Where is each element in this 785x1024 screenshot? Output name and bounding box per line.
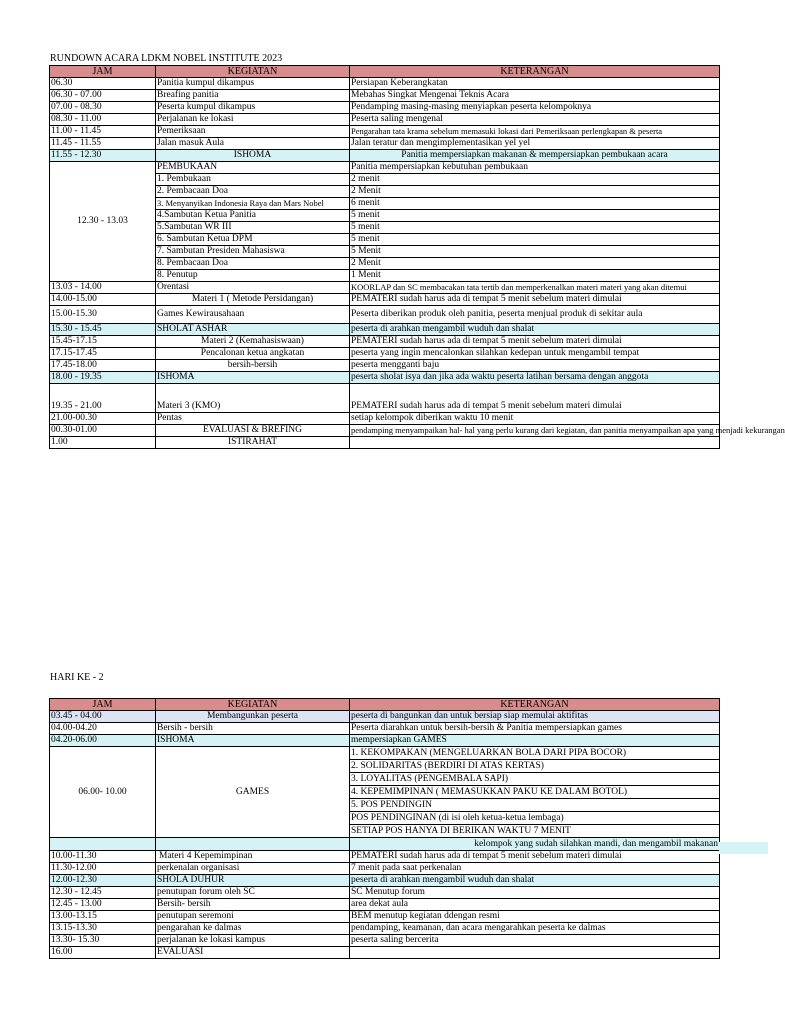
- kegiatan-cell: penutupan forum oleh SC: [156, 887, 350, 899]
- keterangan-cell: Mebahas Singkat Mengenai Teknis Acara: [350, 90, 720, 102]
- jam-cell: 03.45 - 04.00: [50, 711, 156, 723]
- keterangan-cell: 6 menit: [350, 198, 720, 210]
- jam-cell: 18.00 - 19.35: [50, 372, 156, 384]
- jam-cell: 06.30 - 07.00: [50, 90, 156, 102]
- keterangan-cell: 2 Menit: [350, 186, 720, 198]
- jam-cell: 10.00-11.30: [50, 851, 156, 863]
- kegiatan-cell: 1. Pembukaan: [156, 174, 350, 186]
- header-kegiatan: KEGIATAN: [156, 699, 350, 711]
- jam-cell: 13.03 - 14.00: [50, 282, 156, 294]
- table-row: [50, 114, 720, 126]
- jam-cell: 15.45-17.15: [50, 336, 156, 348]
- kegiatan-cell: SHOLAT ASHAR: [156, 324, 350, 336]
- table-header-row: [50, 699, 720, 711]
- table-row: [50, 306, 720, 324]
- kegiatan-cell: Jalan masuk Aula: [156, 138, 350, 150]
- kegiatan-cell: 5.Sambutan WR III: [156, 222, 350, 234]
- keterangan-cell: peserta yang ingin mencalonkan silahkan kedepan untuk mengambil tempat: [350, 348, 720, 360]
- keterangan-cell: mempersiapkan GAMES: [350, 735, 720, 747]
- kegiatan-cell: Bersih - bersih: [156, 723, 350, 735]
- header-jam: JAM: [50, 66, 156, 78]
- jam-cell: 12.00-12.30: [50, 875, 156, 887]
- keterangan-cell: 1 Menit: [350, 270, 720, 282]
- kegiatan-cell: 3. Menyanyikan Indonesia Raya dan Mars Nobel: [156, 198, 350, 210]
- jam-cell: 19.35 - 21.00: [50, 384, 156, 413]
- jam-cell: 04.00-04.20: [50, 723, 156, 735]
- jam-cell: 00.30-01.00: [50, 425, 156, 437]
- keterangan-cell: 5 menit: [350, 234, 720, 246]
- kegiatan-cell: Pemeriksaan: [156, 126, 350, 138]
- jam-cell: [50, 838, 156, 851]
- jam-cell: 11.30-12.00: [50, 863, 156, 875]
- kegiatan-cell: Orentasi: [156, 282, 350, 294]
- jam-cell: 12.30 - 12.45: [50, 887, 156, 899]
- table-row: [50, 150, 720, 162]
- keterangan-cell: 4. KEPEMIMPINAN ( MEMASUKKAN PAKU KE DALAM BOTOL): [350, 786, 720, 799]
- table-row: [50, 360, 720, 372]
- kegiatan-cell: penutupan seremoni: [156, 911, 350, 923]
- table-row: [50, 875, 720, 887]
- keterangan-cell: 5 menit: [350, 222, 720, 234]
- keterangan-cell: 5 menit: [350, 210, 720, 222]
- keterangan-cell: Pendamping masing-masing menyiapkan peserta kelompoknya: [350, 102, 720, 114]
- kegiatan-cell: EVALUASI: [156, 947, 350, 959]
- kegiatan-cell: 6. Sambutan Ketua DPM: [156, 234, 350, 246]
- kegiatan-cell: Games Kewirausahaan: [156, 306, 350, 324]
- keterangan-cell: POS PENDINGINAN (di isi oleh ketua-ketua lembaga): [350, 812, 720, 825]
- keterangan-cell: kelompok yang sudah silahkan mandi, dan mengambil makanan: [350, 838, 720, 851]
- table-row: [50, 348, 720, 360]
- day1-title: RUNDOWN ACARA LDKM NOBEL INSTITUTE 2023: [50, 53, 283, 64]
- keterangan-cell: 3. LOYALITAS (PENGEMBALA SAPI): [350, 773, 720, 786]
- kegiatan-cell: Materi 2 (Kemahasiswaan): [156, 336, 350, 348]
- jam-cell: 08.30 - 11.00: [50, 114, 156, 126]
- keterangan-cell: 2 menit: [350, 174, 720, 186]
- table-row: [50, 838, 720, 851]
- keterangan-cell: Persiapan Keberangkatan: [350, 78, 720, 90]
- keterangan-cell: Panitia mempersiapkan kebutuhan pembukaan: [350, 162, 720, 174]
- table-row: [50, 851, 720, 863]
- kegiatan-cell: pengarahan ke dalmas: [156, 923, 350, 935]
- jam-cell: 14.00-15.00: [50, 294, 156, 306]
- kegiatan-cell: Pencalonan ketua angkatan: [156, 348, 350, 360]
- jam-cell: 06.30: [50, 78, 156, 90]
- jam-cell: 12.30 - 13.03: [50, 162, 156, 282]
- jam-cell: 16.00: [50, 947, 156, 959]
- keterangan-cell: [350, 437, 720, 449]
- kegiatan-cell: Panitia kumpul dikampus: [156, 78, 350, 90]
- table-row: [50, 863, 720, 875]
- keterangan-cell: peserta di arahkan mengambil wuduh dan shalat: [350, 875, 720, 887]
- jam-cell: 11.45 - 11.55: [50, 138, 156, 150]
- table-row: [50, 899, 720, 911]
- table-row: [50, 887, 720, 899]
- kegiatan-cell: EVALUASI & BREFING: [156, 425, 350, 437]
- day2-title: HARI KE - 2: [50, 672, 104, 683]
- jam-cell: 15.30 - 15.45: [50, 324, 156, 336]
- table-row: [50, 911, 720, 923]
- keterangan-cell: setiap kelompok diberikan waktu 10 menit: [350, 413, 720, 425]
- jam-cell: 17.45-18.00: [50, 360, 156, 372]
- jam-cell: 15.00-15.30: [50, 306, 156, 324]
- kegiatan-cell: ISHOMA: [156, 372, 350, 384]
- kegiatan-cell: [156, 838, 350, 851]
- table-row: [50, 372, 720, 384]
- jam-cell: 11.55 - 12.30: [50, 150, 156, 162]
- kegiatan-cell: 7. Sambutan Presiden Mahasiswa: [156, 246, 350, 258]
- keterangan-cell: 2. SOLIDARITAS (BERDIRI DI ATAS KERTAS): [350, 760, 720, 773]
- kegiatan-cell: SHOLA DUHUR: [156, 875, 350, 887]
- kegiatan-cell: ISHOMA: [156, 150, 350, 162]
- table-row: [50, 78, 720, 90]
- keterangan-cell: 1. KEKOMPAKAN (MENGELUARKAN BOLA DARI PIPA BOCOR): [350, 747, 720, 760]
- keterangan-cell: area dekat aula: [350, 899, 720, 911]
- jam-cell: 07.00 - 08.30: [50, 102, 156, 114]
- keterangan-cell: PEMATERI sudah harus ada di tempat 5 menit sebelum materi dimulai: [350, 384, 720, 413]
- keterangan-cell: Peserta diarahkan untuk bersih-bersih & Panitia mempersiapkan games: [350, 723, 720, 735]
- table-row: [50, 126, 720, 138]
- keterangan-cell: PEMATERI sudah harus ada di tempat 5 menit sebelum materi dimulai: [350, 851, 720, 863]
- keterangan-cell: SC Menutup forum: [350, 887, 720, 899]
- kegiatan-cell: Pentas: [156, 413, 350, 425]
- table-row: [50, 324, 720, 336]
- jam-cell: 13.15-13.30: [50, 923, 156, 935]
- keterangan-cell: BEM menutup kegiatan ddengan resmi: [350, 911, 720, 923]
- table-row: [50, 282, 720, 294]
- kegiatan-cell: ISTIRAHAT: [156, 437, 350, 449]
- jam-cell: 13.00-13.15: [50, 911, 156, 923]
- table-row: [50, 102, 720, 114]
- day2-table: [49, 698, 720, 959]
- kegiatan-cell: Materi 1 ( Metode Persidangan): [156, 294, 350, 306]
- kegiatan-cell: PEMBUKAAN: [156, 162, 350, 174]
- day1-table: [49, 65, 785, 449]
- kegiatan-cell: Materi 4 Kepemimpinan: [156, 851, 350, 863]
- kegiatan-cell: 2. Pembacaan Doa: [156, 186, 350, 198]
- jam-cell: 13.30- 15.30: [50, 935, 156, 947]
- table-row: [50, 138, 720, 150]
- keterangan-cell: pendamping, keamanan, dan acara mengarahkan peserta ke dalmas: [350, 923, 720, 935]
- table-row: [50, 711, 720, 723]
- kegiatan-cell: Membangunkan peserta: [156, 711, 350, 723]
- jam-cell: 04.20-06.00: [50, 735, 156, 747]
- keterangan-cell: 5 Menit: [350, 246, 720, 258]
- keterangan-cell: 7 menit pada saat perkenalan: [350, 863, 720, 875]
- table-row: [50, 425, 720, 437]
- kegiatan-cell: GAMES: [156, 747, 350, 838]
- kegiatan-cell: perjalanan ke lokasi kampus: [156, 935, 350, 947]
- jam-cell: 12.45 - 13.00: [50, 899, 156, 911]
- table-row: [50, 336, 720, 348]
- table-row: [50, 294, 720, 306]
- table-row: [50, 947, 720, 959]
- table-row: [50, 162, 720, 174]
- table-header-row: [50, 66, 720, 78]
- keterangan-cell: pendamping menyampaikan hal- hal yang perlu kurang dari kegiatan, dan panitia menyampaikan apa yang menjadi kekurangan: [351, 425, 785, 435]
- keterangan-cell: 5. POS PENDINGIN: [350, 799, 720, 812]
- jam-cell: 17.15-17.45: [50, 348, 156, 360]
- kegiatan-cell: Materi 3 (KMO): [156, 384, 350, 413]
- keterangan-cell: peserta sholat isya dan jika ada waktu peserta latihan bersama dengan anggota: [350, 372, 720, 384]
- jam-cell: 11.00 - 11.45: [50, 126, 156, 138]
- keterangan-cell: Jalan teratur dan mengimplementasikan yel yel: [350, 138, 720, 150]
- table-row: [50, 384, 720, 413]
- kegiatan-cell: 8. Penutup: [156, 270, 350, 282]
- table-row: [50, 413, 720, 425]
- table-row: [50, 90, 720, 102]
- keterangan-cell: peserta di bangunkan dan untuk bersiap siap memulai aktifitas: [350, 711, 720, 723]
- kegiatan-cell: 8. Pembacaan Doa: [156, 258, 350, 270]
- keterangan-cell: peserta di arahkan mengambil wuduh dan shalat: [350, 324, 720, 336]
- keterangan-cell: peserta saling bercerita: [350, 935, 720, 947]
- keterangan-cell: Pengarahan tata krama sebelum memasuki lokasi dari Pemeriksaan perlengkapan & peserta: [350, 126, 720, 138]
- jam-cell: 21.00-00.30: [50, 413, 156, 425]
- table-row: [50, 923, 720, 935]
- keterangan-cell: Panitia mempersiapkan makanan & mempersiapkan pembukaan acara: [350, 150, 720, 162]
- header-kegiatan: KEGIATAN: [156, 66, 350, 78]
- keterangan-cell: PEMATERI sudah harus ada di tempat 5 menit sebelum materi dimulai: [350, 294, 720, 306]
- keterangan-cell: Peserta diberikan produk oleh panitia, peserta menjual produk di sekitar aula: [350, 306, 720, 324]
- header-keterangan: KETERANGAN: [350, 66, 720, 78]
- header-keterangan: KETERANGAN: [350, 699, 720, 711]
- table-row: [50, 735, 720, 747]
- table-row: [50, 723, 720, 735]
- keterangan-cell: [350, 947, 720, 959]
- kegiatan-cell: Breafing panitia: [156, 90, 350, 102]
- jam-cell: 06.00- 10.00: [50, 747, 156, 838]
- jam-cell: 1.00: [50, 437, 156, 449]
- keterangan-cell: PEMATERI sudah harus ada di tempat 5 menit sebelum materi dimulai: [350, 336, 720, 348]
- kegiatan-cell: perkenalan organisasi: [156, 863, 350, 875]
- keterangan-cell: peserta mengganti baju: [350, 360, 720, 372]
- kegiatan-cell: 4.Sambutan Ketua Panitia: [156, 210, 350, 222]
- table-row: [50, 437, 720, 449]
- kegiatan-cell: Bersih- bersih: [156, 899, 350, 911]
- teal-highlight-overflow: [719, 842, 768, 854]
- table-row: [50, 935, 720, 947]
- kegiatan-cell: Peserta kumpul dikampus: [156, 102, 350, 114]
- keterangan-cell: Peserta saling mengenal: [350, 114, 720, 126]
- kegiatan-cell: Perjalanan ke lokasi: [156, 114, 350, 126]
- keterangan-cell: SETIAP POS HANYA DI BERIKAN WAKTU 7 MENIT: [350, 825, 720, 838]
- table-row: [50, 747, 720, 760]
- kegiatan-cell: ISHOMA: [156, 735, 350, 747]
- header-jam: JAM: [50, 699, 156, 711]
- keterangan-cell: KOORLAP dan SC membacakan tata tertib dan memperkenalkan materi materi yang akan ditemui: [350, 282, 720, 294]
- kegiatan-cell: bersih-bersih: [156, 360, 350, 372]
- keterangan-cell: 2 Menit: [350, 258, 720, 270]
